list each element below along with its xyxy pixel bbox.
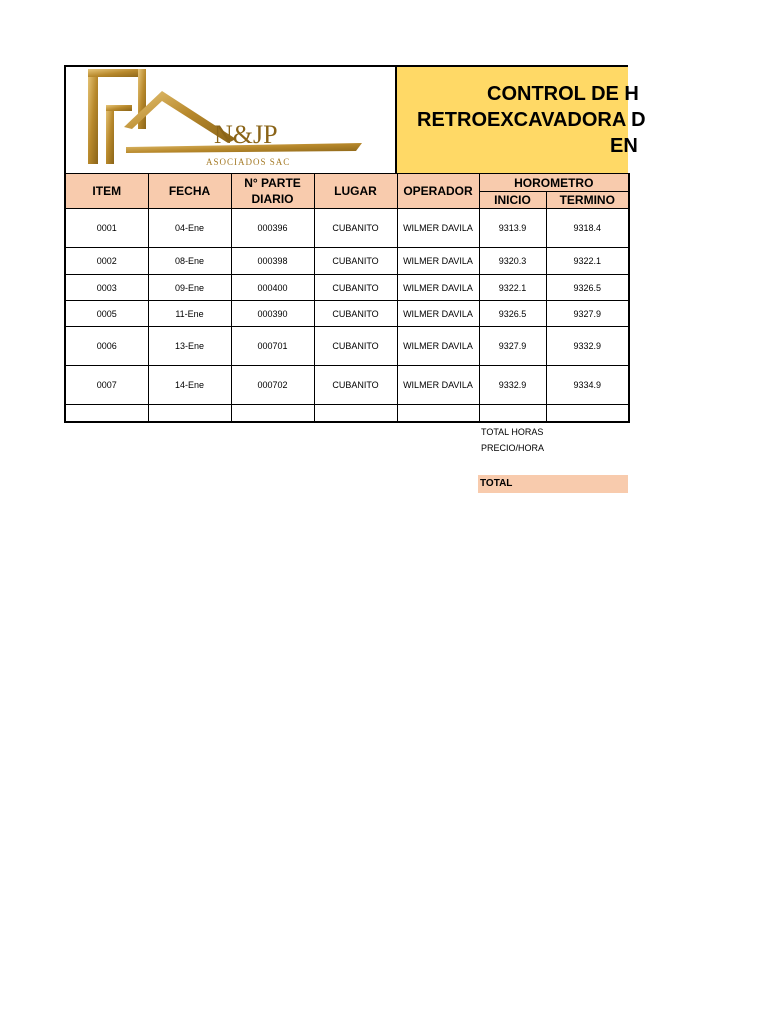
cell-parte: 000398 (231, 248, 314, 275)
cell-lugar: CUBANITO (314, 366, 397, 405)
cell-empty (65, 405, 148, 422)
cell-parte: 000701 (231, 327, 314, 366)
table-row-empty (65, 405, 629, 422)
title-line-1: CONTROL DE H (487, 83, 639, 105)
total-label: TOTAL (478, 475, 628, 493)
cell-fecha: 09-Ene (148, 275, 231, 301)
cell-empty (479, 405, 546, 422)
table-row (65, 248, 629, 275)
column-header-item: ITEM (65, 174, 148, 209)
cell-lugar: CUBANITO (314, 275, 397, 301)
title-line-2: RETROEXCAVADORA D (417, 109, 646, 131)
cell-lugar: CUBANITO (314, 327, 397, 366)
column-header-horometro: HOROMETRO (479, 174, 629, 192)
cell-fecha: 04-Ene (148, 209, 231, 248)
cell-empty (546, 405, 629, 422)
cell-inicio: 9313.9 (479, 209, 546, 248)
table-row (65, 275, 629, 301)
cell-termino: 9332.9 (546, 327, 629, 366)
title-line-3: EN (610, 135, 638, 157)
column-header-lugar: LUGAR (314, 174, 397, 209)
cell-operador: WILMER DAVILA (397, 248, 479, 275)
column-header-operador: OPERADOR (397, 174, 479, 209)
logo-brand-text: N&JP (214, 120, 278, 149)
cell-lugar: CUBANITO (314, 209, 397, 248)
cell-termino: 9318.4 (546, 209, 629, 248)
cell-item: 0003 (65, 275, 148, 301)
title-cell (395, 65, 646, 173)
cell-operador: WILMER DAVILA (397, 209, 479, 248)
cell-item: 0007 (65, 366, 148, 405)
cell-operador: WILMER DAVILA (397, 366, 479, 405)
precio-hora-label: PRECIO/HORA (481, 443, 545, 453)
cell-fecha: 14-Ene (148, 366, 231, 405)
total-horas-label: TOTAL HORAS (481, 427, 544, 437)
cell-empty (314, 405, 397, 422)
cell-inicio: 9320.3 (479, 248, 546, 275)
cell-item: 0002 (65, 248, 148, 275)
cell-parte: 000702 (231, 366, 314, 405)
cell-operador: WILMER DAVILA (397, 275, 479, 301)
cell-inicio: 9332.9 (479, 366, 546, 405)
cell-termino: 9322.1 (546, 248, 629, 275)
cell-lugar: CUBANITO (314, 248, 397, 275)
cell-operador: WILMER DAVILA (397, 327, 479, 366)
logo-cell (64, 65, 395, 173)
cell-parte: 000400 (231, 275, 314, 301)
column-header-parte: N° PARTE DIARIO (231, 174, 314, 209)
logo-subtitle-text: ASOCIADOS SAC (206, 157, 291, 167)
cell-parte: 000396 (231, 209, 314, 248)
column-header-inicio: INICIO (479, 192, 546, 209)
cell-inicio: 9327.9 (479, 327, 546, 366)
cell-empty (148, 405, 231, 422)
table-row (65, 301, 629, 327)
cell-termino: 9326.5 (546, 275, 629, 301)
column-header-termino: TERMINO (546, 192, 629, 209)
cell-termino: 9334.9 (546, 366, 629, 405)
table-row (65, 209, 629, 248)
cell-parte: 000390 (231, 301, 314, 327)
cell-empty (231, 405, 314, 422)
cell-fecha: 08-Ene (148, 248, 231, 275)
cell-item: 0005 (65, 301, 148, 327)
cell-lugar: CUBANITO (314, 301, 397, 327)
cell-empty (397, 405, 479, 422)
cell-inicio: 9322.1 (479, 275, 546, 301)
cell-operador: WILMER DAVILA (397, 301, 479, 327)
company-logo (66, 67, 395, 173)
cell-fecha: 11-Ene (148, 301, 231, 327)
cell-item: 0001 (65, 209, 148, 248)
cell-item: 0006 (65, 327, 148, 366)
cell-termino: 9327.9 (546, 301, 629, 327)
column-header-fecha: FECHA (148, 174, 231, 209)
table-row (65, 327, 629, 366)
horometro-table (64, 173, 630, 423)
cell-inicio: 9326.5 (479, 301, 546, 327)
cell-fecha: 13-Ene (148, 327, 231, 366)
table-row (65, 366, 629, 405)
